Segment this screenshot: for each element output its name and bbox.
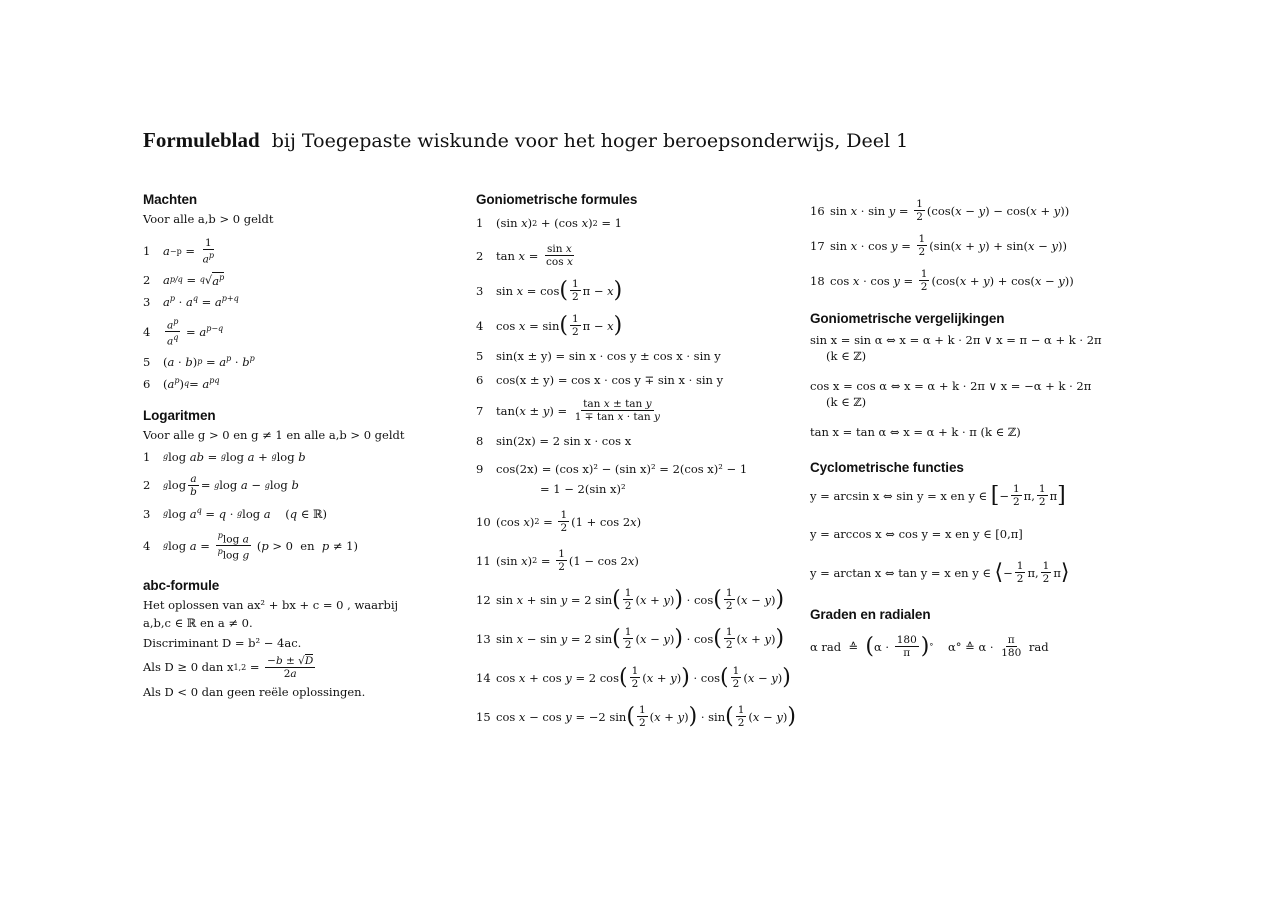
column-left [143, 192, 463, 716]
machten-formula-6: 6 ( $a^p$ ) q = $a^{pq}$ [143, 376, 220, 391]
abc-line-1: Het oplossen van ax² + bx + c = 0 , waarbij [143, 597, 399, 612]
gonio-formula-1: 1 (sin x ) 2 + (cos x ) 2 = 1 [476, 216, 622, 230]
gonio-formula-18: 18 cos x · cos y = 1 2 (cos( x + y ) + cos( x − y )) [810, 268, 1074, 293]
gonio-formula-4: 4 cos x = sin ( 1 2 π − x ) [476, 312, 623, 338]
section-logaritmen [143, 408, 463, 562]
gonio-formula-16: 16 sin x · sin y = 1 2 (cos( x − y ) − cos( x + y )) [810, 198, 1070, 223]
machten-formula-1: 1 a −p = 1 $a^p$ [143, 237, 215, 266]
cyclo-line-1: y = arcsin x ⇔ sin y = x en y ∈ [ − 1 2 π, 1 2 π ] [810, 482, 1066, 508]
heading-gonio: Goniometrische formules [476, 192, 638, 207]
abc-line-5: Als D < 0 dan geen reële oplossingen. [143, 684, 366, 699]
machten-formula-5: 5 ( a · b ) p = $a^p$ · $b^p$ [143, 354, 255, 369]
abc-line-2: a,b,c ∈ ℝ en a ≠ 0. [143, 615, 253, 630]
heading-graden: Graden en radialen [810, 607, 931, 622]
heading-cyclo: Cyclometrische functies [810, 460, 964, 475]
gonio-formula-9: 9 cos(2x) = (cos x)² − (sin x)² = 2(cos x)² − 1 [476, 462, 748, 476]
heading-machten: Machten [143, 192, 198, 207]
gonio-formula-11: 11 (sin x ) 2 = 1 2 (1 − cos 2 x ) [476, 548, 639, 573]
log-formula-3: 3 g log $a^q$ = q · g log a ( q ∈ ℝ) [143, 506, 327, 521]
gonio-formula-6: 6 cos(x ± y) = cos x · cos y ∓ sin x · sin y [476, 373, 724, 387]
verg-line-1: sin x = sin α ⇔ x = α + k · 2π ∨ x = π − α + k · 2π [810, 333, 1102, 347]
gonio-formula-7: 7 tan( x ± y ) = tan x ± tan y 1 ∓ tan x · tan y [476, 398, 660, 423]
section-abc [143, 578, 463, 700]
log-formula-1: 1 g log ab = g log a + g log b [143, 449, 306, 464]
gonio-formula-12: 12 sin x + sin y = 2 sin ( 1 2 ( x + y ) ) · cos ( 1 2 ( x − y ) ) [476, 586, 785, 612]
gonio-formula-17: 17 sin x · cos y = 1 2 (sin( x + y ) + sin( x − y )) [810, 233, 1067, 258]
gonio-formula-15: 15 cos x − cos y = −2 sin ( 1 2 ( x + y ) ) · sin ( 1 2 ( x − y ) ) [476, 703, 796, 729]
log-formula-2: 2 g log a b = g log a − g log b [143, 472, 299, 498]
machten-formula-2: 2 a p/q = q √ $a^p$ [143, 272, 225, 288]
graden-line: α rad ≙ ( α · 180 π ) ° α° ≙ α · π 180 rad [810, 633, 1049, 659]
heading-logaritmen: Logaritmen [143, 407, 216, 423]
verg-line-1b: (k ∈ ℤ) [826, 349, 867, 363]
title-bold: Formuleblad [143, 128, 260, 152]
logaritmen-intro: Voor alle g > 0 en g ≠ 1 en alle a,b > 0 geldt [143, 427, 405, 442]
column-right [810, 198, 1110, 675]
section-machten [143, 192, 463, 392]
gonio-formula-9b: = 1 − 2(sin x)² [540, 482, 626, 496]
verg-line-2b: (k ∈ ℤ) [826, 395, 867, 409]
machten-formula-4: 4 $a^p$ $a^q$ = $a^{p-q}$ [143, 316, 224, 348]
title-rest: bij Toegepaste wiskunde voor het hoger beroepsonderwijs, Deel 1 [271, 130, 909, 152]
column-middle [476, 192, 801, 729]
section-cyclo [810, 460, 1110, 585]
cyclo-line-2: y = arccos x ⇔ cos y = x en y ∈ [0,π] [810, 527, 1023, 541]
section-gonio-verg [810, 311, 1110, 440]
section-graden [810, 607, 1110, 659]
gonio-formula-14: 14 cos x + cos y = 2 cos ( 1 2 ( x + y ) ) · cos ( 1 2 ( x − y ) ) [476, 664, 791, 690]
gonio-formula-8: 8 sin(2x) = 2 sin x · cos x [476, 434, 632, 448]
heading-gonio-verg: Goniometrische vergelijkingen [810, 311, 1005, 326]
verg-line-3: tan x = tan α ⇔ x = α + k · π (k ∈ ℤ) [810, 425, 1021, 439]
page-title [143, 128, 908, 153]
machten-formula-3: 3 $a^p$ · $a^q$ = $a^{p+q}$ [143, 294, 239, 309]
heading-abc: abc-formule [143, 577, 220, 593]
cyclo-line-3: y = arctan x ⇔ tan y = x en y ∈ ⟨ − 1 2 π, 1 2 π ⟩ [810, 559, 1070, 585]
gonio-formula-13: 13 sin x − sin y = 2 sin ( 1 2 ( x − y ) ) · cos ( 1 2 ( x + y ) ) [476, 625, 785, 651]
log-formula-4: 4 g log a = $^p$log a $^p$log g ( p > 0 en p ≠ 1) [143, 530, 358, 562]
gonio-formula-3: 3 sin x = cos ( 1 2 π − x ) [476, 277, 623, 303]
gonio-formula-2: 2 tan x = sin x cos x [476, 243, 573, 268]
gonio-formula-10: 10 (cos x ) 2 = 1 2 (1 + cos 2 x ) [476, 509, 642, 534]
gonio-formula-5: 5 sin(x ± y) = sin x · cos y ± cos x · sin y [476, 349, 721, 363]
abc-line-3: Discriminant D = b² − 4ac. [143, 635, 302, 650]
abc-line-4: Als D ≥ 0 dan x 1,2 = −b ± √D 2a [143, 654, 314, 680]
verg-line-2: cos x = cos α ⇔ x = α + k · 2π ∨ x = −α + k · 2π [810, 379, 1092, 393]
machten-intro: Voor alle a,b > 0 geldt [143, 212, 274, 226]
